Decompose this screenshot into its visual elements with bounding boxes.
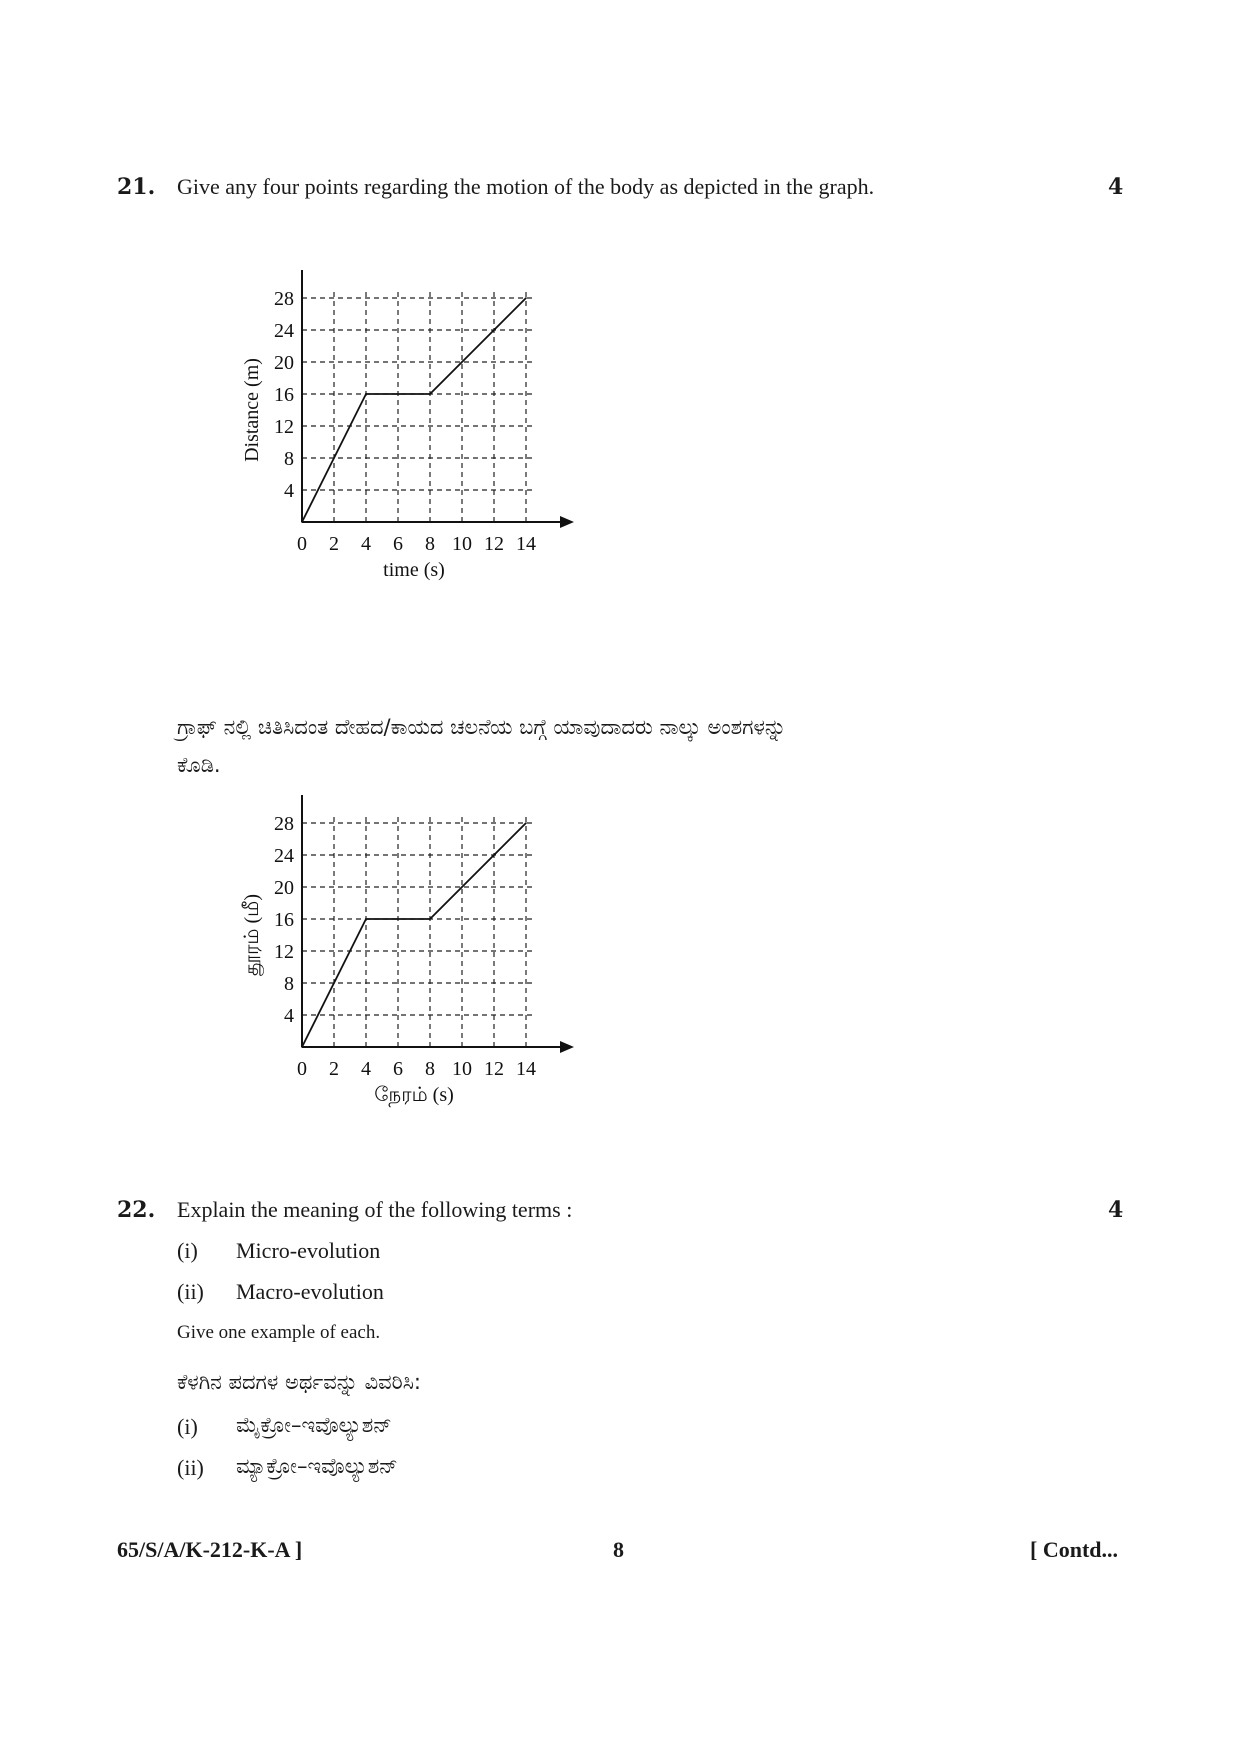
x-axis-label: time (s): [383, 559, 445, 581]
x-tick-label: 14: [516, 1058, 536, 1080]
series-line: [302, 823, 526, 1047]
chart-2: [230, 795, 610, 1185]
question-22-marks: 4: [1108, 1197, 1124, 1223]
y-axis-label: Distance (m): [241, 358, 263, 462]
y-tick-label: 4: [284, 1005, 294, 1027]
series-line: [302, 298, 526, 522]
q22-item-1-label: Micro-evolution: [236, 1238, 381, 1263]
x-tick-label: 6: [393, 533, 403, 555]
footer-page-number: 8: [613, 1537, 624, 1562]
y-tick-label: 20: [274, 877, 294, 899]
q22-item-2-num: (ii): [177, 1279, 204, 1304]
y-tick-label: 24: [274, 320, 294, 342]
question-21-kannada-line2: ಕೊಡಿ.: [177, 753, 221, 777]
y-tick-label: 28: [274, 813, 294, 835]
x-axis-label: நேரம் (s): [374, 1084, 454, 1106]
question-22-number: 22.: [117, 1197, 156, 1223]
y-axis-label: தூரம் (மீ): [241, 894, 263, 976]
question-21-marks: 4: [1108, 174, 1124, 200]
x-axis-arrow: [560, 516, 574, 528]
footer-code: 65/S/A/K-212-K-A ]: [117, 1537, 303, 1562]
q22-kannada-item-1-num: (i): [177, 1414, 198, 1439]
x-tick-label: 10: [452, 533, 472, 555]
x-tick-label: 8: [425, 1058, 435, 1080]
question-22-text: Explain the meaning of the following terms :: [177, 1197, 573, 1222]
question-21-kannada-line1: ಗ್ರಾಫ್ ನಲ್ಲಿ ಚಿತಿಸಿದಂತ ದೇಹದ/ಕಾಯದ ಚಲನೆಯ ಬಗ್ಗೆ ಯಾವುದಾದರು ನಾಲ್ಕು ಅಂಶಗಳನ್ನು: [177, 715, 787, 739]
q22-kannada-item-2-label: ಮ್ಯಾಕ್ರೋ–ಇವೊಲ್ಯುಶನ್: [236, 1454, 398, 1478]
x-axis-arrow: [560, 1041, 574, 1053]
data-point: [525, 297, 527, 299]
y-tick-label: 16: [274, 384, 294, 406]
x-tick-label: 4: [361, 1058, 371, 1080]
y-tick-label: 8: [284, 973, 294, 995]
data-point: [365, 918, 367, 920]
x-tick-label: 6: [393, 1058, 403, 1080]
x-tick-label: 8: [425, 533, 435, 555]
data-point: [525, 822, 527, 824]
y-tick-label: 12: [274, 416, 294, 438]
y-tick-label: 28: [274, 288, 294, 310]
y-tick-label: 4: [284, 480, 294, 502]
data-point: [365, 393, 367, 395]
y-tick-label: 16: [274, 909, 294, 931]
x-tick-label: 12: [484, 1058, 504, 1080]
data-point: [429, 918, 431, 920]
q22-item-2-label: Macro-evolution: [236, 1279, 384, 1304]
x-tick-label: 4: [361, 533, 371, 555]
x-tick-label: 14: [516, 533, 536, 555]
data-point: [429, 393, 431, 395]
q22-kannada-item-2-num: (ii): [177, 1455, 204, 1480]
chart-1: [230, 270, 610, 660]
y-tick-label: 12: [274, 941, 294, 963]
x-tick-label: 0: [297, 1058, 307, 1080]
x-tick-label: 12: [484, 533, 504, 555]
y-tick-label: 24: [274, 845, 294, 867]
q22-kannada-item-1-label: ಮೈಕ್ರೋ–ಇವೊಲ್ಯುಶನ್: [236, 1413, 392, 1437]
q22-example-text: Give one example of each.: [177, 1322, 381, 1343]
data-point: [301, 1046, 303, 1048]
question-21-kannada: [177, 708, 1077, 784]
y-tick-label: 8: [284, 448, 294, 470]
x-tick-label: 2: [329, 1058, 339, 1080]
data-point: [301, 521, 303, 523]
q22-kannada-text: ಕೆಳಗಿನ ಪದಗಳ ಅರ್ಥವನ್ನು ವಿವರಿಸಿ:: [177, 1370, 421, 1394]
question-21-text: Give any four points regarding the motion of the body as depicted in the graph.: [177, 174, 875, 199]
y-tick-label: 20: [274, 352, 294, 374]
question-21-number: 21.: [117, 174, 156, 200]
x-tick-label: 0: [297, 533, 307, 555]
q22-item-1-num: (i): [177, 1238, 198, 1263]
footer-contd: [ Contd...: [1030, 1537, 1119, 1562]
x-tick-label: 2: [329, 533, 339, 555]
x-tick-label: 10: [452, 1058, 472, 1080]
